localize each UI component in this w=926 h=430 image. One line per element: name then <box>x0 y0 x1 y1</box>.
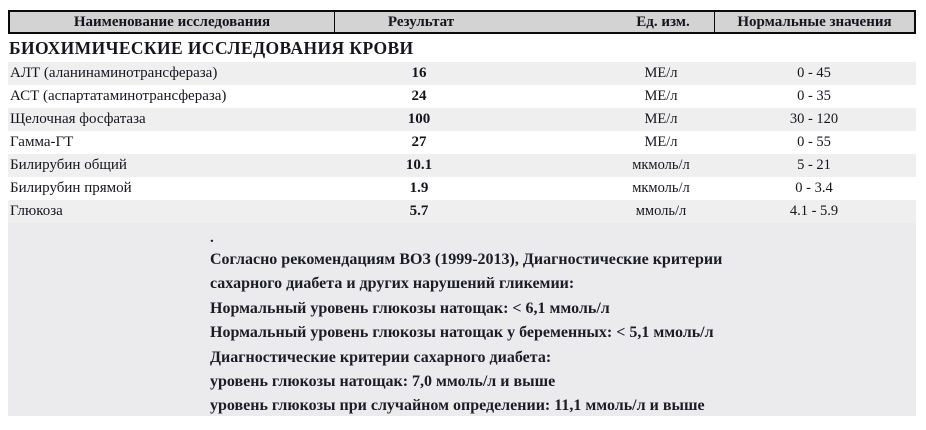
test-normal: 0 - 55 <box>797 134 831 150</box>
note-line: уровень глюкозы при случайном определении: 11,1 ммоль/л и выше <box>210 397 705 415</box>
test-normal: 0 - 35 <box>797 88 831 104</box>
test-name: Билирубин прямой <box>10 180 132 196</box>
test-units: МЕ/л <box>644 111 678 127</box>
test-result: 27 <box>411 134 427 150</box>
note-dot: . <box>210 230 214 246</box>
header-units: Ед. изм. <box>636 13 690 30</box>
test-result: 10.1 <box>405 157 433 173</box>
note-line: уровень глюкозы натощак: 7,0 ммоль/л и выше <box>210 373 556 391</box>
test-name: Щелочная фосфатаза <box>10 111 146 127</box>
table-row-bilirubin-total <box>8 154 916 177</box>
test-units: ммоль/л <box>635 203 687 219</box>
lab-report-page <box>0 10 926 430</box>
test-name: АСТ (аспартатаминотрансфераза) <box>10 88 227 104</box>
results-table <box>8 10 916 223</box>
note-line: Согласно рекомендациям ВОЗ (1999-2013), Диагностические критерии <box>210 251 723 268</box>
test-normal: 30 - 120 <box>789 111 839 127</box>
test-units: МЕ/л <box>644 88 678 104</box>
section-title-biochemistry: БИОХИМИЧЕСКИЕ ИССЛЕДОВАНИЯ КРОВИ <box>9 38 414 58</box>
test-units: мкмоль/л <box>632 180 690 196</box>
who-glucose-note <box>8 223 916 416</box>
note-line: сахарного диабета и других нарушений гликемии: <box>210 275 575 293</box>
test-result: 1.9 <box>409 180 429 196</box>
header-result: Результат <box>387 13 455 30</box>
table-row-alt <box>8 62 916 85</box>
note-line: Нормальный уровень глюкозы натощак у беременных: < 5,1 ммоль/л <box>210 324 714 342</box>
test-result: 16 <box>411 65 427 81</box>
table-row-alkaline-phosphatase <box>8 108 916 131</box>
note-line: Нормальный уровень глюкозы натощак: < 6,1 ммоль/л <box>210 299 610 317</box>
test-name: Билирубин общий <box>10 157 127 173</box>
test-normal: 5 - 21 <box>797 157 831 173</box>
test-name: Гамма-ГТ <box>10 134 74 150</box>
table-row-bilirubin-direct <box>8 177 916 200</box>
test-normal: 0 - 45 <box>797 65 831 81</box>
test-normal: 0 - 3.4 <box>795 180 833 196</box>
test-name: АЛТ (аланинаминотрансфераза) <box>10 65 218 81</box>
note-line: Диагностические критерии сахарного диабета: <box>210 348 552 366</box>
test-result: 24 <box>411 88 427 104</box>
table-row-glucose <box>8 200 916 223</box>
header-normal-values: Нормальные значения <box>714 12 914 32</box>
table-header-row <box>8 10 916 34</box>
test-name: Глюкоза <box>10 203 63 219</box>
test-units: мкмоль/л <box>632 157 690 173</box>
test-units: МЕ/л <box>644 134 678 150</box>
test-result: 100 <box>407 111 431 127</box>
test-result: 5.7 <box>409 203 429 219</box>
test-normal: 4.1 - 5.9 <box>789 203 839 219</box>
table-row-ast <box>8 85 916 108</box>
test-units: МЕ/л <box>644 65 678 81</box>
header-test-name: Наименование исследования <box>10 12 335 32</box>
table-row-gamma-gt <box>8 131 916 154</box>
